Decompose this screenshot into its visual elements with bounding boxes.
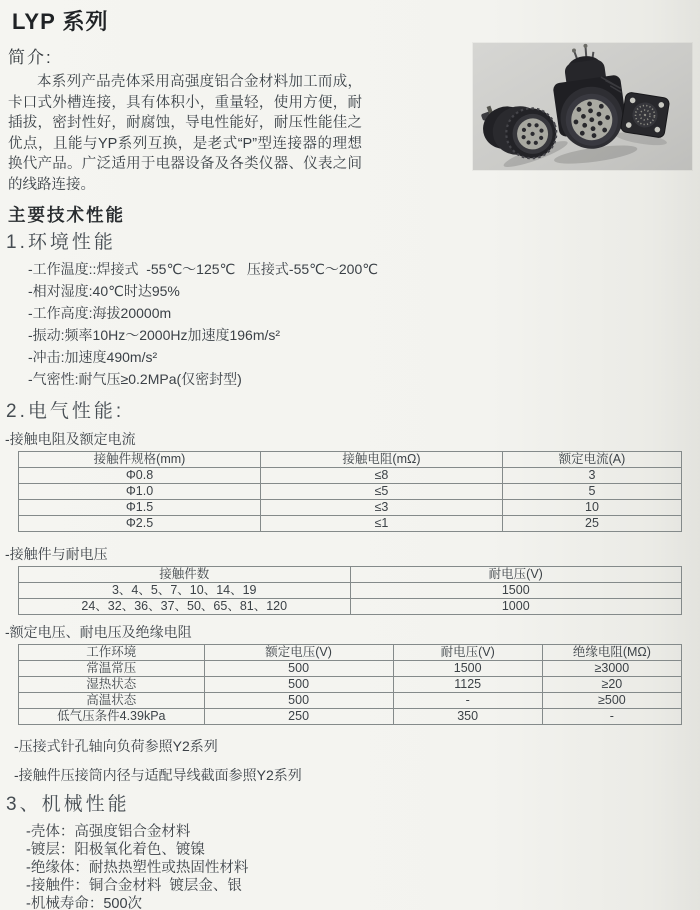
table-cell: - (542, 709, 681, 725)
table-row (19, 583, 682, 599)
table-cell: 3、4、5、7、10、14、19 (19, 583, 351, 599)
table-row (19, 516, 682, 532)
table-cell: 10 (502, 500, 681, 516)
table-row (19, 677, 682, 693)
column-header: 额定电压(V) (204, 645, 393, 661)
table-cell: 常温常压 (19, 661, 205, 677)
table-cell: 350 (393, 709, 542, 725)
table-cell: Φ1.5 (19, 500, 261, 516)
product-photo (473, 43, 692, 170)
table-cell: 24、32、36、37、50、65、81、120 (19, 599, 351, 615)
table-row (19, 484, 682, 500)
table-cell: ≥3000 (542, 661, 681, 677)
environment-spec-list (0, 258, 700, 390)
table-cell: Φ0.8 (19, 468, 261, 484)
withstand-voltage-label: -接触件与耐电压 (5, 546, 108, 562)
column-header: 耐电压(V) (350, 567, 682, 583)
intro-heading: 简介: (8, 48, 53, 67)
table-row (19, 661, 682, 677)
section-mechanical-heading: 3、机械性能 (6, 794, 130, 815)
table-cell: 1500 (393, 661, 542, 677)
env-spec-line: -相对湿度:40℃时达95% (28, 283, 180, 299)
table-cell: 3 (502, 468, 681, 484)
mech-spec-line: -接触件：铜合金材料 镀层金、银 (26, 878, 242, 894)
table-cell: 1500 (350, 583, 682, 599)
table-row (19, 709, 682, 725)
table-row (19, 500, 682, 516)
column-header: 耐电压(V) (393, 645, 542, 661)
table-cell: Φ1.0 (19, 484, 261, 500)
main-performance-heading: 主要技术性能 (8, 205, 125, 225)
table-cell: 500 (204, 661, 393, 677)
table-cell: 湿热状态 (19, 677, 205, 693)
contact-resistance-label: -接触电阻及额定电流 (5, 431, 136, 447)
table-cell: 500 (204, 693, 393, 709)
column-header: 额定电流(A) (502, 452, 681, 468)
electrical-note: -接触件压接筒内径与适配导线截面参照Y2系列 (14, 767, 302, 783)
env-spec-line: -工作高度:海拔20000m (28, 305, 172, 321)
mech-spec-line: -壳体：高强度铝合金材料 (26, 824, 191, 840)
table-cell: 500 (204, 677, 393, 693)
page-title: LYP 系列 (12, 9, 109, 34)
table-header-row (19, 567, 682, 583)
section-electrical-heading: 2.电气性能: (6, 401, 125, 422)
table-cell: 低气压条件4.39kPa (19, 709, 205, 725)
env-spec-line: -冲击:加速度490m/s² (28, 349, 158, 365)
mechanical-spec-list (0, 823, 700, 910)
table-cell: 高温状态 (19, 693, 205, 709)
table-row (19, 599, 682, 615)
column-header: 接触件规格(mm) (19, 452, 261, 468)
connectors-photo-illustration (473, 43, 692, 170)
mech-spec-line: -镀层：阳极氧化着色、镀镍 (26, 842, 205, 858)
contact-resistance-table (18, 451, 682, 532)
column-header: 接触电阻(mΩ) (260, 452, 502, 468)
table-cell: ≤3 (260, 500, 502, 516)
table-cell: ≤5 (260, 484, 502, 500)
table-cell: 25 (502, 516, 681, 532)
env-spec-line: -工作温度::焊接式 -55℃～125℃ 压接式-55℃～200℃ (28, 261, 378, 277)
table-cell: - (393, 693, 542, 709)
table-row (19, 468, 682, 484)
withstand-voltage-table (18, 566, 682, 615)
table-cell: 250 (204, 709, 393, 725)
table-cell: 1125 (393, 677, 542, 693)
column-header: 工作环境 (19, 645, 205, 661)
table-header-row (19, 645, 682, 661)
table-cell: 1000 (350, 599, 682, 615)
table-cell: ≥20 (542, 677, 681, 693)
insulation-resistance-label: -额定电压、耐电压及绝缘电阻 (5, 624, 192, 640)
column-header: 接触件数 (19, 567, 351, 583)
table-header-row (19, 452, 682, 468)
column-header: 绝缘电阻(MΩ) (542, 645, 681, 661)
table-cell: ≥500 (542, 693, 681, 709)
table-row (19, 693, 682, 709)
table-cell: ≤8 (260, 468, 502, 484)
mech-spec-line: -机械寿命：500次 (26, 896, 143, 910)
env-spec-line: -气密性:耐气压≥0.2MPa(仅密封型) (28, 371, 242, 387)
table-cell: ≤1 (260, 516, 502, 532)
intro-paragraph: 本系列产品壳体采用高强度铝合金材料加工而成，卡口式外槽连接，具有体积小，重量轻，使用方便，耐插拔，密封性好，耐腐蚀，导电性能好，耐压性能佳之优点，且能与YP系列互换，是老式“P”型连接器的理想换代产品。广泛适用于电器设备及各类仪器、仪表之间的线路连接。 (8, 74, 362, 193)
section-environment-heading: 1.环境性能 (6, 232, 116, 253)
electrical-note: -压接式针孔轴向负荷参照Y2系列 (14, 738, 218, 754)
mech-spec-line: -绝缘体：耐热热塑性或热固性材料 (26, 860, 249, 876)
env-spec-line: -振动:频率10Hz～2000Hz加速度196m/s² (28, 327, 281, 343)
insulation-resistance-table (18, 644, 682, 725)
table-cell: 5 (502, 484, 681, 500)
table-cell: Φ2.5 (19, 516, 261, 532)
